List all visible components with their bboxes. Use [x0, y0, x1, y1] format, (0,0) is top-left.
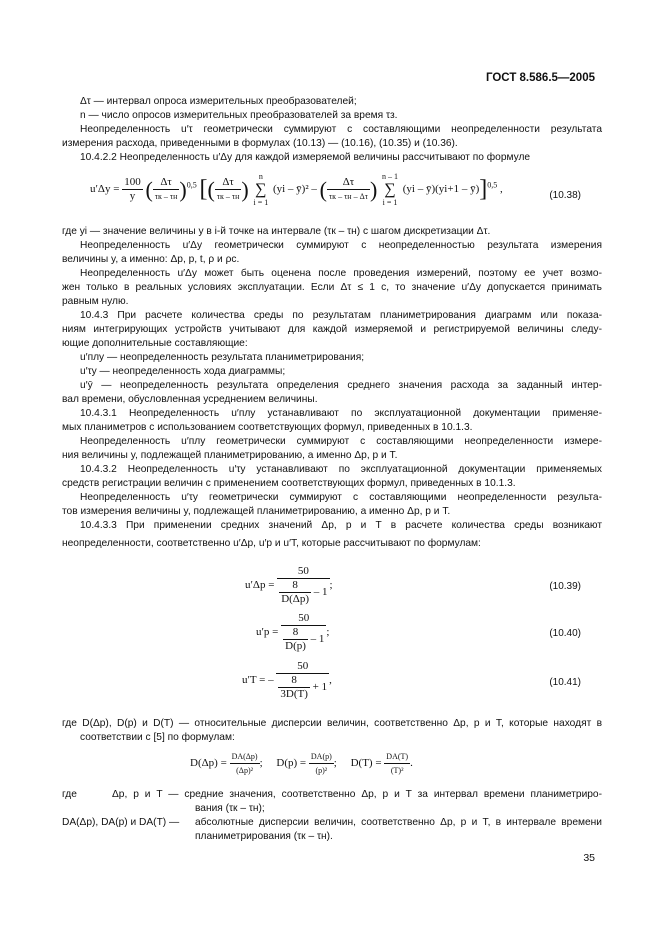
- text-line: DA(Δp), DA(p) и DA(T) —: [62, 817, 180, 828]
- text-line: ниям интегрирующих устройств учитывают для каждой измеряемой и регистрируемой величины следу-: [62, 324, 602, 335]
- text-line: где yi — значение величины y в i-й точке на интервале (τк – τн) с шагом дискретизации Δτ.: [62, 226, 491, 237]
- text-line: вал времени, обусловленная усреднением величины.: [62, 394, 318, 405]
- text-line: n — число опросов измерительных преобразователей за время τз.: [80, 110, 398, 121]
- text-line: 10.4.3.2 Неопределенность u′τy устанавливают по эксплуатационной документации применяемых: [80, 464, 602, 475]
- equation-10-39: u′Δp = 50 $\frac{8}{D(\Delta p)}$ – 1 ;: [245, 565, 333, 605]
- text-line: ющие дополнительные составляющие:: [62, 338, 248, 349]
- text-line: Неопределенность u′Δy может быть оценена после проведения измерений, поэтому ее учет возмо-: [80, 268, 602, 279]
- equation-10-40: u′p = 50 $\frac{8}{D(p)}$ – 1 ;: [256, 612, 330, 652]
- text-line: Δτ — интервал опроса измерительных преобразователей;: [80, 96, 357, 107]
- text-line: Неопределенность u′τ геометрически суммируют с составляющими неопределенности результата: [80, 124, 602, 135]
- text-line: ния величины y, подлежащей планиметрированию, а именно Δp, p и T.: [62, 450, 398, 461]
- text-line: мых планиметров с использованием соответствующих формул, приведенных в 10.1.3.: [62, 422, 473, 433]
- text-line: где: [62, 789, 77, 800]
- text-line: Δp, p и T — средние значения, соответственно Δp, p и T за интервал времени планиметриро-: [112, 789, 602, 800]
- text-line: измерения расхода, приведенными в формулах (10.13) — (10.16), (10.35) и (10.36).: [62, 138, 458, 149]
- text-line: соответствии с [5] по формулам:: [80, 732, 235, 743]
- page-number: 35: [583, 852, 595, 864]
- text-line: u′τy — неопределенность хода диаграммы;: [80, 366, 286, 377]
- equation-number: (10.41): [549, 677, 581, 688]
- text-line: абсолютные дисперсии величин, соответственно Δp, p и T, в интервале времени: [195, 817, 602, 828]
- text-line: Неопределенность u′τy геометрически суммируют с составляющими неопределенности результа-: [80, 492, 602, 503]
- text-line: 10.4.2.2 Неопределенность u′Δy для каждой измеряемой величины рассчитывают по формуле: [80, 152, 531, 163]
- equation-number: (10.38): [549, 190, 581, 201]
- text-line: u′ȳ — неопределенность результата определения среднего значения расхода за заданный интер-: [80, 380, 602, 391]
- text-line: средств регистрации величин с применением соответствующих формул, приведенных в 10.1.3.: [62, 478, 516, 489]
- text-line: u′плy — неопределенность результата планиметрирования;: [80, 352, 365, 363]
- text-line: равным нулю.: [62, 296, 129, 307]
- standard-header: ГОСТ 8.586.5—2005: [485, 72, 595, 84]
- text-line: величины y, а именно: Δp, p, t, ρ и ρс.: [62, 254, 240, 265]
- equation-number: (10.40): [549, 628, 581, 639]
- text-line: 10.4.3.1 Неопределенность u′плy устанавливают по эксплуатационной документации применяе-: [80, 408, 602, 419]
- dispersion-formulas: D(Δp) = $\frac{DA(\Delta p)}{\text{(Δp)²}}$ ; D(p) = $\frac{DA(p)}{\text{(p)²}}$ ; D(T) = $\frac{DA(T)}{\text{(T)²}}$ .: [190, 752, 413, 775]
- text-line: планиметрирования (τк – τн).: [195, 831, 333, 842]
- text-line: тов измерения величины y, подлежащей планиметрированию, а именно Δp, p и T.: [62, 506, 451, 517]
- text-line: 10.4.3.3 При применении средних значений Δp, p и T в расчете количества среды возникают: [80, 520, 602, 531]
- equation-10-38: u′Δy = $\frac{100}{y}$ ( $\frac{\Delta\tau}{\tau к - \tau н}$ )$^{0,5}$ [( $\frac{\Delta\tau}{\tau к - \tau н}$ ) n ∑ i = 1 (yi – ȳ)² – ( $\frac{\Delta\tau}{\tau к - \tau н - \Delta\tau}$ ) n – 1 ∑ i = 1 (yi – ȳ)(yi+1 – ȳ)]$^{0,5}$ ,: [90, 172, 503, 207]
- equation-10-41: u′T = – 50 $\frac{8}{3D(T)}$ + 1 ,: [242, 660, 332, 700]
- text-line: Неопределенность u′плy геометрически суммируют с составляющими неопределенности измере-: [80, 436, 602, 447]
- text-line: жен только в реальных условиях эксплуатации. Если Δτ ≤ 1 с, то значение u′Δy допускается принимать: [62, 282, 602, 293]
- text-line: неопределенности, соответственно u′Δp, u′p и u′T, которые рассчитывают по формулам:: [62, 538, 481, 549]
- text-line: где D(Δp), D(p) и D(T) — относительные дисперсии величин, соответственно Δp, p и T, которые находят в: [62, 718, 602, 729]
- equation-number: (10.39): [549, 581, 581, 592]
- text-line: Неопределенность u′Δy геометрически суммируют с неопределенностью результата измерения: [80, 240, 602, 251]
- text-line: вания (τк – τн);: [195, 803, 265, 814]
- text-line: 10.4.3 При расчете количества среды по результатам планиметрирования диаграмм или показа-: [80, 310, 602, 321]
